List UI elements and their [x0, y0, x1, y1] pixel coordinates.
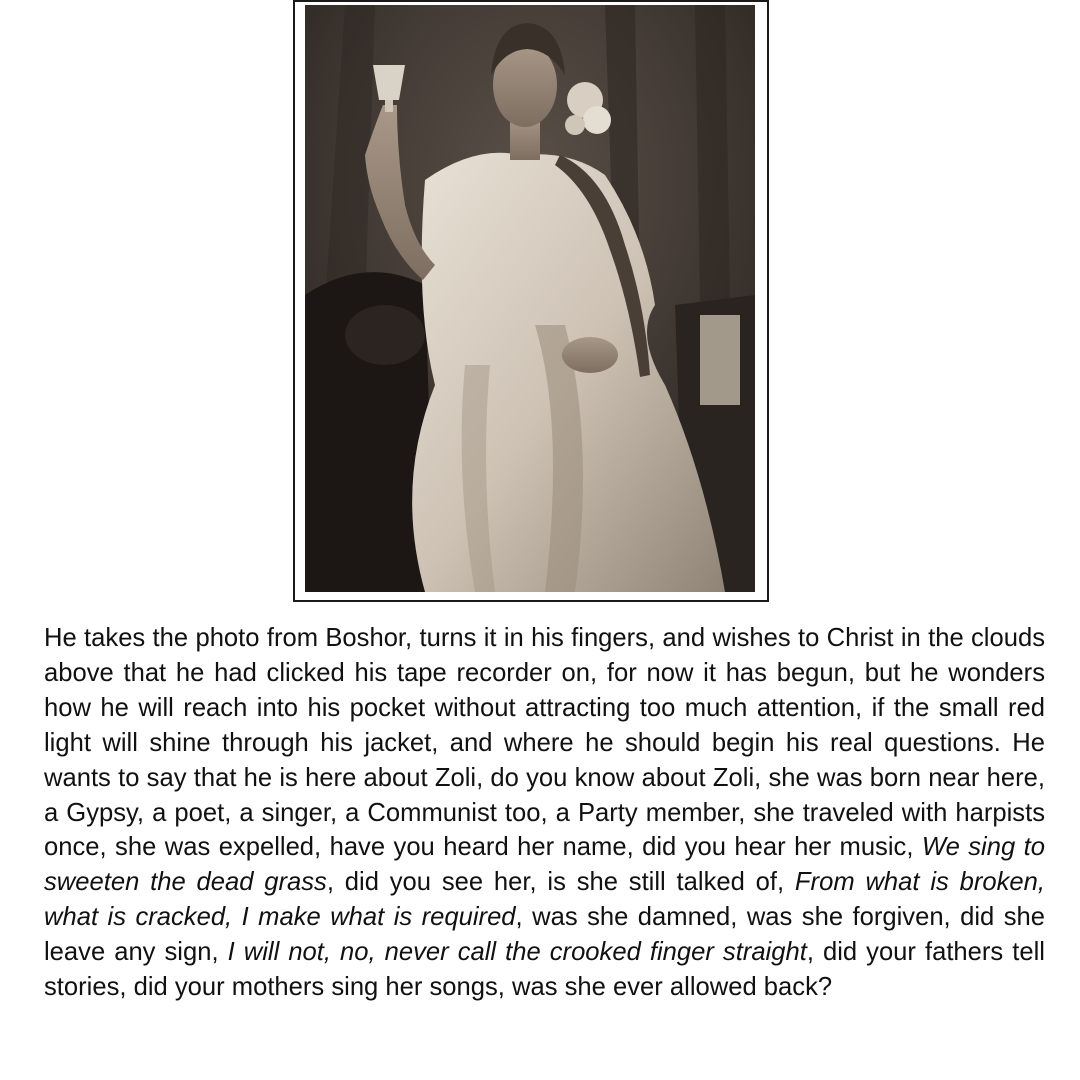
- body-paragraph: [44, 621, 1045, 1005]
- portrait-illustration: [305, 5, 755, 592]
- passage-text: , did your fathers tell stories, did your mothers sing her songs, was she ever allowed back?: [44, 938, 1045, 1002]
- passage-text: , did you see her, is she still talked of,: [326, 868, 795, 897]
- passage-quote: I will not, no, never call the crooked finger straight: [227, 938, 807, 967]
- passage-quote: From what is broken, what is cracked, I make what is required: [44, 868, 1045, 932]
- passage-text: , was she damned, was she forgiven, did she leave any sign,: [44, 903, 1045, 967]
- portrait-photo: [305, 5, 755, 592]
- passage-quote: We sing to sweeten the dead grass: [44, 833, 1045, 897]
- photo-frame: [293, 0, 769, 602]
- passage-text: He takes the photo from Boshor, turns it in his fingers, and wishes to Christ in the clouds above that he had clicked his tape recorder on, for now it has begun, but he wonders how he will reach into his pocket without attracting too much attention, if the small red light will shine through his jacket, and where he should begin his real questions. He wants to say that he is here about Zoli, do you know about Zoli, she was born near here, a Gypsy, a poet, a singer, a Communist too, a Party member, she traveled with harpists once, she was expelled, have you heard her name, did you hear her music,: [44, 624, 1045, 862]
